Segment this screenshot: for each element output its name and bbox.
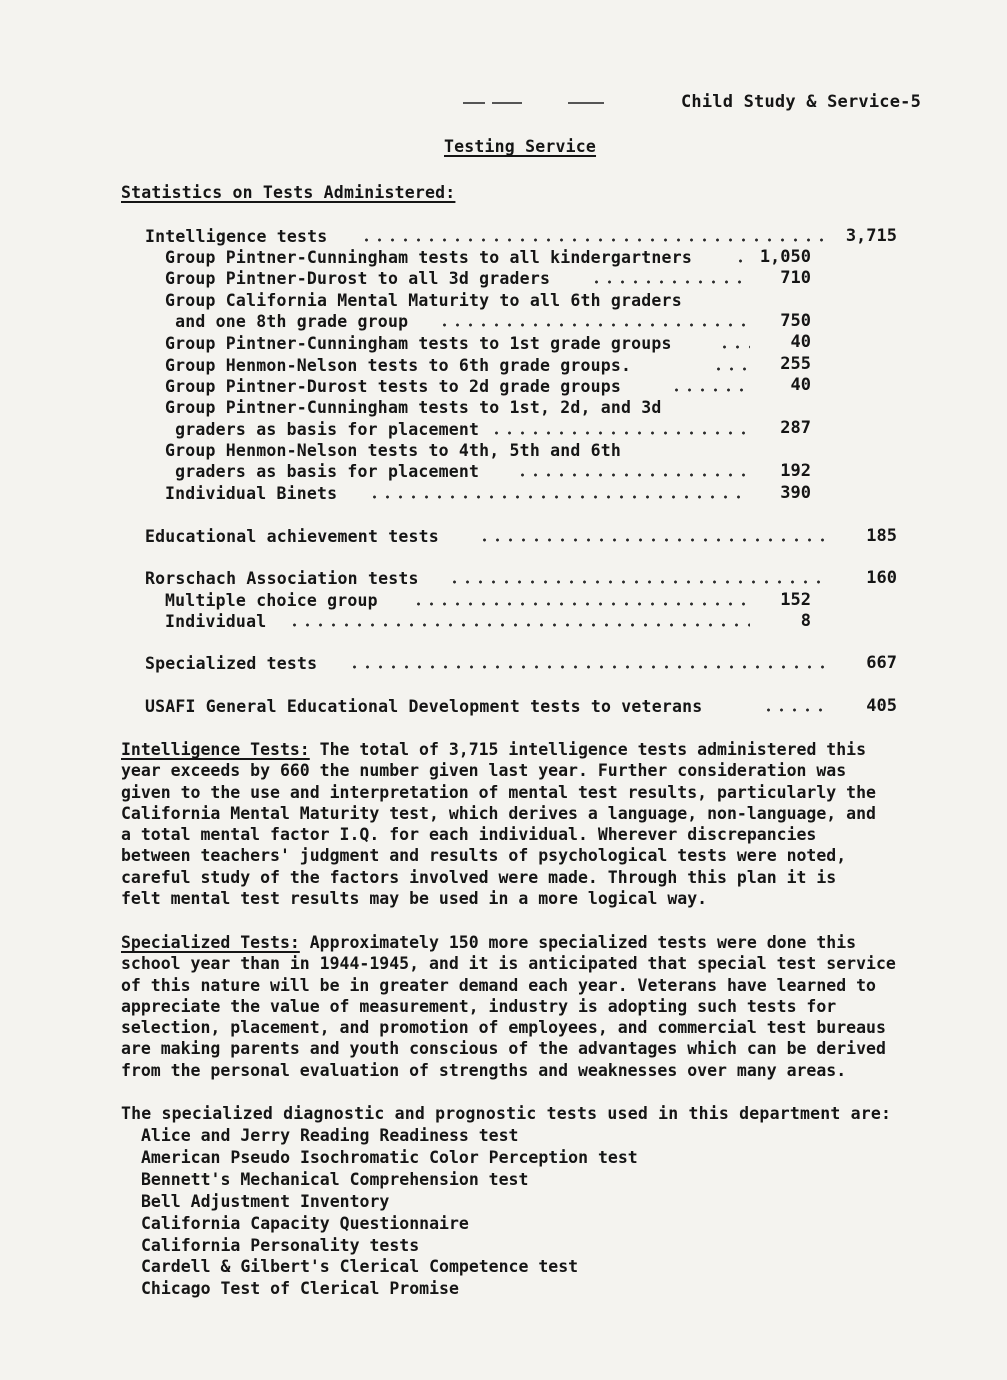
stat-total-intelligence: 3,715 [845, 226, 897, 246]
leader-dots [360, 238, 830, 242]
paragraph-line: given to the use and interpretation of mental test results, particularly the [121, 782, 876, 802]
stat-label-usafi: USAFI General Educational Development tests to veterans [145, 697, 703, 716]
specialized-tests-paragraph [121, 932, 961, 1081]
page-title: Testing Service [444, 137, 597, 156]
stat-label-intelligence: Intelligence tests [145, 227, 328, 246]
leader-dots [516, 473, 750, 477]
leader-dots [712, 367, 750, 371]
leader-dots [288, 623, 750, 627]
leader-dots [348, 665, 830, 669]
diagnostic-test-list [141, 1125, 638, 1300]
list-item: Cardell & Gilbert's Clerical Competence test [141, 1257, 579, 1277]
paragraph-line: selection, placement, and promotion of employees, and commercial test bureaus [121, 1018, 886, 1038]
stat-sub-label: Group Henmon-Nelson tests to 6th grade groups. [165, 356, 632, 375]
paragraph-heading: Intelligence Tests: [121, 740, 310, 759]
stat-sub-label: and one 8th grade group [165, 312, 409, 331]
stat-sub-value: 287 [780, 418, 811, 438]
paragraph-heading: Specialized Tests: [121, 933, 300, 952]
paragraph-line: of this nature will be in greater demand each year. Veterans have learned to [121, 975, 876, 995]
leader-dots [670, 388, 750, 392]
ink-smudge [568, 102, 604, 104]
paragraph-line: are making parents and youth conscious of the advantages which can be derived [121, 1039, 886, 1059]
stat-sub-value: 390 [780, 483, 811, 503]
stat-sub-value: 152 [780, 590, 811, 610]
stat-sub-value: 255 [780, 354, 811, 374]
stat-total-specialized: 667 [866, 653, 897, 673]
paragraph-line: school year than in 1944-1945, and it is anticipated that special test service [121, 954, 896, 974]
stat-total-usafi: 405 [866, 696, 897, 716]
stat-sub-label: Group Pintner-Cunningham tests to 1st, 2d, and 3d [165, 398, 662, 417]
ink-smudge [463, 102, 485, 104]
leader-dots [718, 345, 750, 349]
list-item: California Personality tests [141, 1235, 420, 1255]
paragraph-line: felt mental test results may be used in a more logical way. [121, 889, 708, 909]
paragraph-line: California Mental Maturity test, which derives a language, non-language, and [121, 803, 876, 823]
stat-sub-label: Group Pintner-Durost to all 3d graders [165, 269, 551, 288]
stat-sub-label: Individual [165, 612, 267, 631]
stat-sub-value: 1,050 [759, 247, 811, 267]
stat-sub-label: graders as basis for placement [165, 462, 480, 481]
diagnostic-intro: The specialized diagnostic and prognostic tests used in this department are: [121, 1104, 892, 1123]
stat-sub-label: Individual Binets [165, 484, 338, 503]
leader-dots [490, 431, 750, 435]
list-item: California Capacity Questionnaire [141, 1213, 469, 1233]
stat-label-educational: Educational achievement tests [145, 527, 439, 546]
stat-label-rorschach: Rorschach Association tests [145, 569, 419, 588]
stat-sub-value: 8 [800, 611, 811, 631]
paragraph-line: between teachers' judgment and results of psychological tests were noted, [121, 846, 847, 866]
stat-sub-value: 710 [780, 268, 811, 288]
stat-sub-value: 40 [790, 375, 811, 395]
leader-dots [590, 280, 750, 284]
list-item: Bennett's Mechanical Comprehension test [141, 1169, 529, 1189]
stat-sub-label: Group Henmon-Nelson tests to 4th, 5th and 6th [165, 441, 622, 460]
stat-sub-label: Multiple choice group [165, 591, 378, 610]
paragraph-line: careful study of the factors involved were made. Through this plan it is [121, 867, 837, 887]
leader-dots [438, 323, 750, 327]
paragraph-line: a total mental factor I.Q. for each individual. Wherever discrepancies [121, 825, 817, 845]
paragraph-line: year exceeds by 660 the number given last year. Further consideration was [121, 761, 847, 781]
paragraph-line: appreciate the value of measurement, industry is adopting such tests for [121, 996, 837, 1016]
leader-dots [412, 602, 750, 606]
stat-sub-label: Group Pintner-Cunningham tests to all kindergartners [165, 248, 692, 267]
stat-total-educational: 185 [866, 526, 897, 546]
leader-dots [478, 538, 830, 542]
stat-label-specialized: Specialized tests [145, 654, 318, 673]
intelligence-tests-paragraph [121, 739, 961, 909]
stat-sub-label: graders as basis for placement [165, 420, 480, 439]
paragraph-line: from the personal evaluation of strengths and weaknesses over many areas. [121, 1060, 847, 1080]
stat-total-rorschach: 160 [866, 568, 897, 588]
stat-sub-value: 750 [780, 311, 811, 331]
paragraph-line: Approximately 150 more specialized tests were done this [299, 933, 857, 952]
stat-sub-value: 192 [780, 461, 811, 481]
stat-sub-value: 40 [790, 332, 811, 352]
leader-dots [368, 495, 750, 499]
page-label: Child Study & Service-5 [681, 92, 922, 112]
stat-sub-label: Group California Mental Maturity to all 6th graders [165, 291, 682, 310]
leader-dots [734, 259, 748, 263]
stat-sub-label: Group Pintner-Durost tests to 2d grade groups [165, 377, 622, 396]
list-item: Bell Adjustment Inventory [141, 1191, 390, 1211]
leader-dots [448, 580, 830, 584]
paragraph-line: The total of 3,715 intelligence tests administered this [309, 740, 867, 759]
section-heading: Statistics on Tests Administered: [121, 183, 456, 202]
list-item: Chicago Test of Clerical Promise [141, 1279, 459, 1299]
list-item: Alice and Jerry Reading Readiness test [141, 1126, 519, 1145]
list-item: American Pseudo Isochromatic Color Perception test [141, 1147, 638, 1167]
ink-smudge [492, 102, 522, 104]
stat-sub-label: Group Pintner-Cunningham tests to 1st grade groups [165, 334, 672, 353]
leader-dots [762, 708, 830, 712]
